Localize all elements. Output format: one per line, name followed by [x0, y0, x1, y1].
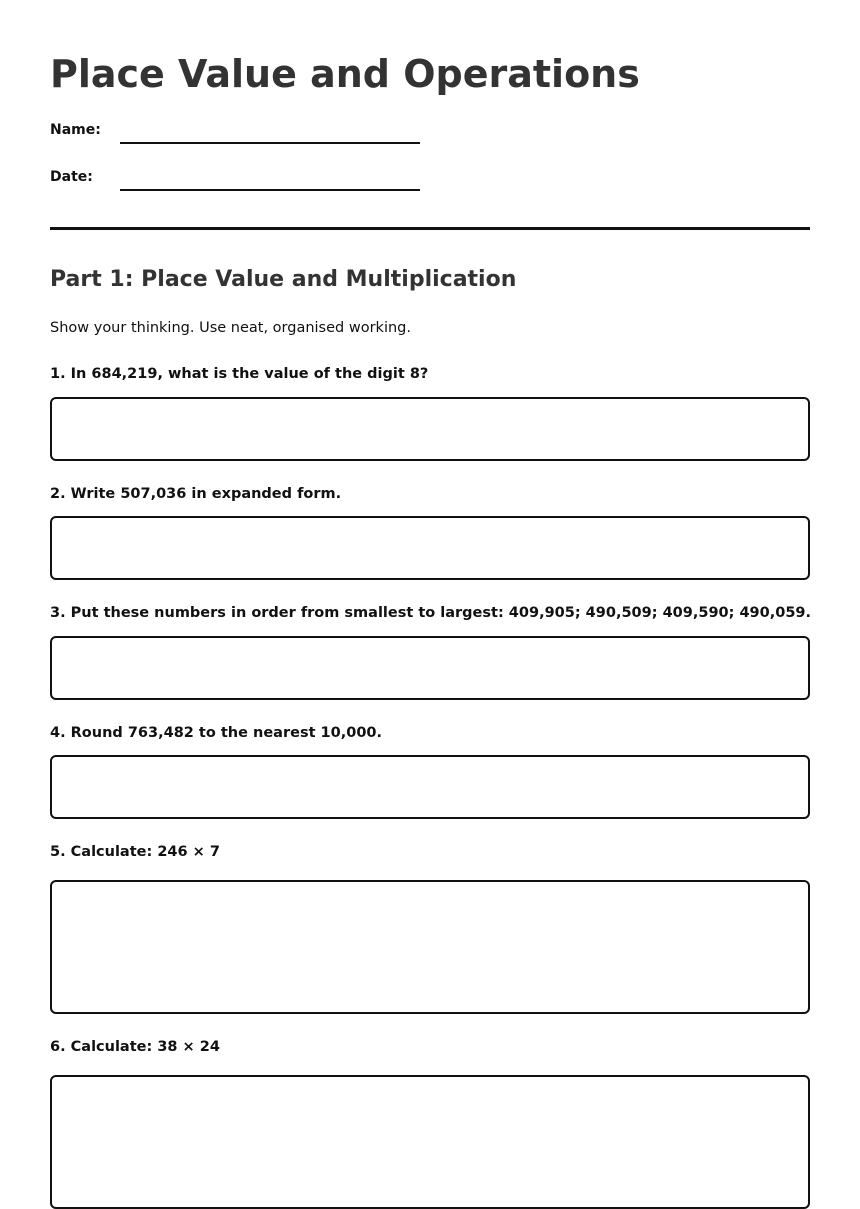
date-line[interactable] — [120, 189, 420, 191]
name-line[interactable] — [120, 142, 420, 144]
question-label: 2. Write 507,036 in expanded form. — [50, 486, 342, 502]
answer-box[interactable] — [50, 880, 810, 1014]
question-label: 1. In 684,219, what is the value of the digit 8? — [50, 366, 429, 382]
question-label: 4. Round 763,482 to the nearest 10,000. — [50, 725, 383, 741]
answer-box[interactable] — [50, 1075, 810, 1209]
answer-box[interactable] — [50, 397, 810, 461]
answer-box[interactable] — [50, 755, 810, 819]
question-label: 5. Calculate: 246 × 7 — [50, 844, 220, 860]
name-label: Name: — [50, 122, 101, 138]
answer-box[interactable] — [50, 516, 810, 580]
section-title: Part 1: Place Value and Multiplication — [50, 267, 517, 292]
worksheet-title: Place Value and Operations — [50, 52, 640, 96]
date-label: Date: — [50, 169, 93, 185]
question-label: 3. Put these numbers in order from smallest to largest: 409,905; 490,509; 409,590; 490,059. — [50, 605, 812, 621]
header-divider — [50, 227, 810, 230]
answer-box[interactable] — [50, 636, 810, 700]
name-field-row — [50, 120, 450, 144]
date-field-row — [50, 167, 450, 191]
instructions: Show your thinking. Use neat, organised working. — [50, 320, 411, 336]
question-label: 6. Calculate: 38 × 24 — [50, 1039, 220, 1055]
